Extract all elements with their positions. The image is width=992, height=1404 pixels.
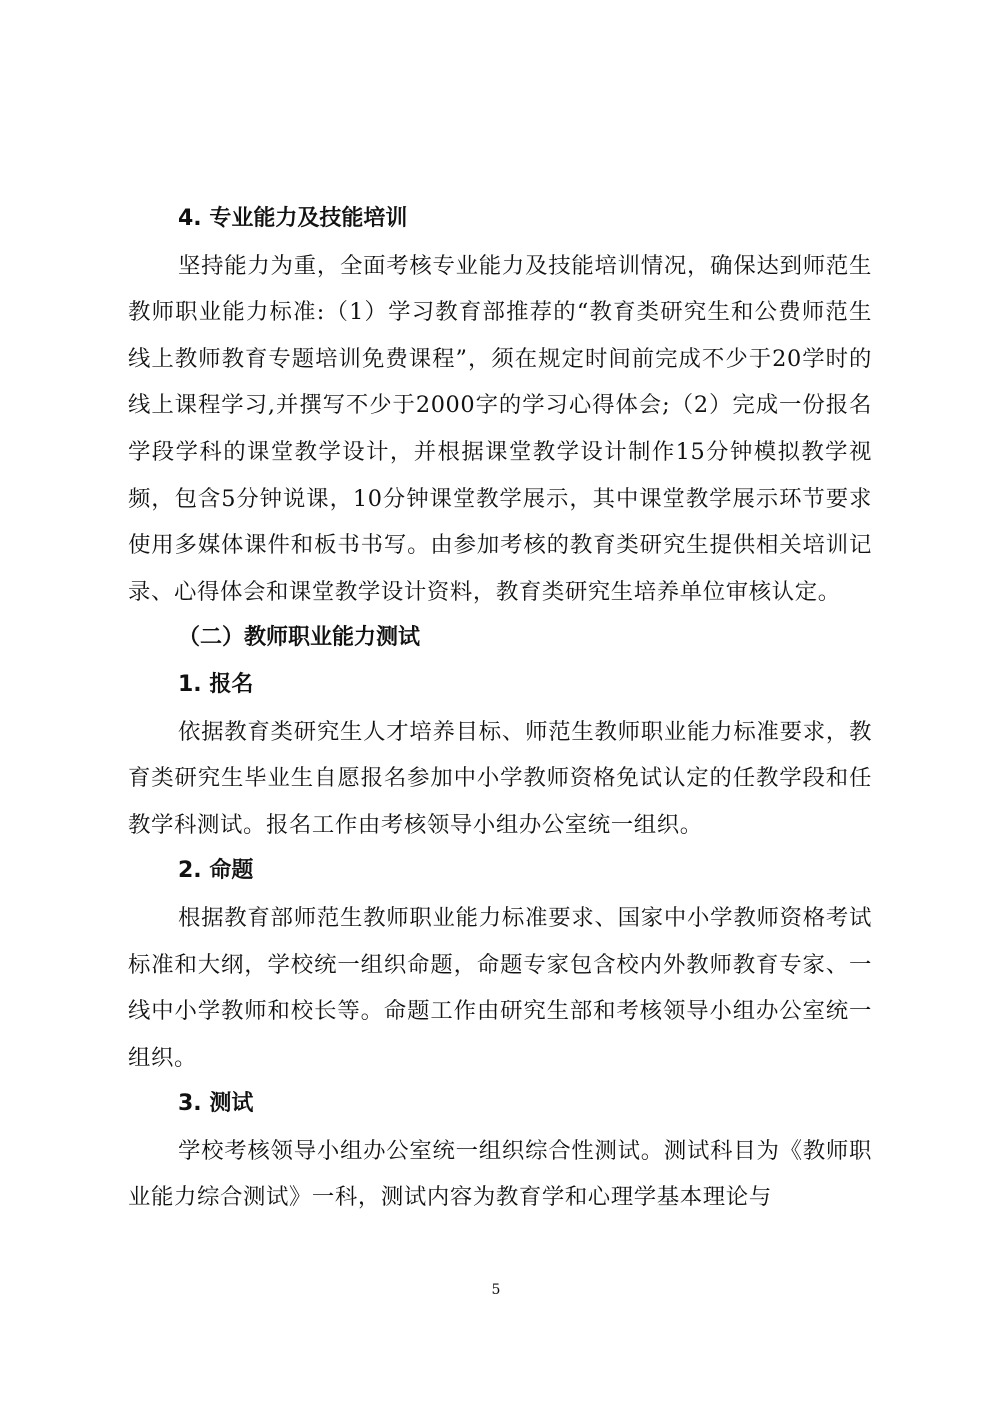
subsection-paragraph-registration: 依据教育类研究生人才培养目标、师范生教师职业能力标准要求，教育类研究生毕业生自愿报名参加中小学教师资格免试认定的任教学段和任教学科测试。报名工作由考核领导小组办公室统一组织。 — [128, 718, 872, 838]
subsection-heading-registration: 1. 报名 — [178, 671, 254, 697]
subsection-paragraph-test: 学校考核领导小组办公室统一组织综合性测试。测试科目为《教师职业能力综合测试》一科，测试内容为教育学和心理学基本理论与 — [128, 1137, 872, 1211]
section-paragraph-professional-skills: 坚持能力为重，全面考核专业能力及技能培训情况，确保达到师范生教师职业能力标准:（1）学习教育部推荐的“教育类研究生和公费师范生线上教师教育专题培训免费课程”，须在规定时间前完成不少于20学时的线上课程学习,并撰写不少于2000字的学习心得体会;（2）完成一份报名学段学科的课堂教学设计，并根据课堂教学设计制作15分钟模拟教学视频，包含5分钟说课，10分钟课堂教学展示，其中课堂教学展示环节要求使用多媒体课件和板书书写。由参加考核的教育类研究生提供相关培训记录、心得体会和课堂教学设计资料，教育类研究生培养单位审核认定。 — [128, 252, 872, 605]
part-heading-teacher-ability-test: （二）教师职业能力测试 — [178, 625, 421, 651]
subsection-heading-proposition: 2. 命题 — [178, 858, 254, 884]
subsection-heading-test: 3. 测试 — [178, 1091, 254, 1117]
page-body — [128, 196, 872, 1221]
page-number: 5 — [491, 1282, 501, 1298]
subsection-paragraph-proposition: 根据教育部师范生教师职业能力标准要求、国家中小学教师资格考试标准和大纲，学校统一组织命题，命题专家包含校内外教师教育专家、一线中小学教师和校长等。命题工作由研究生部和考核领导小组办公室统一组织。 — [128, 904, 872, 1071]
section-heading-professional-skills: 4. 专业能力及技能培训 — [178, 206, 408, 231]
